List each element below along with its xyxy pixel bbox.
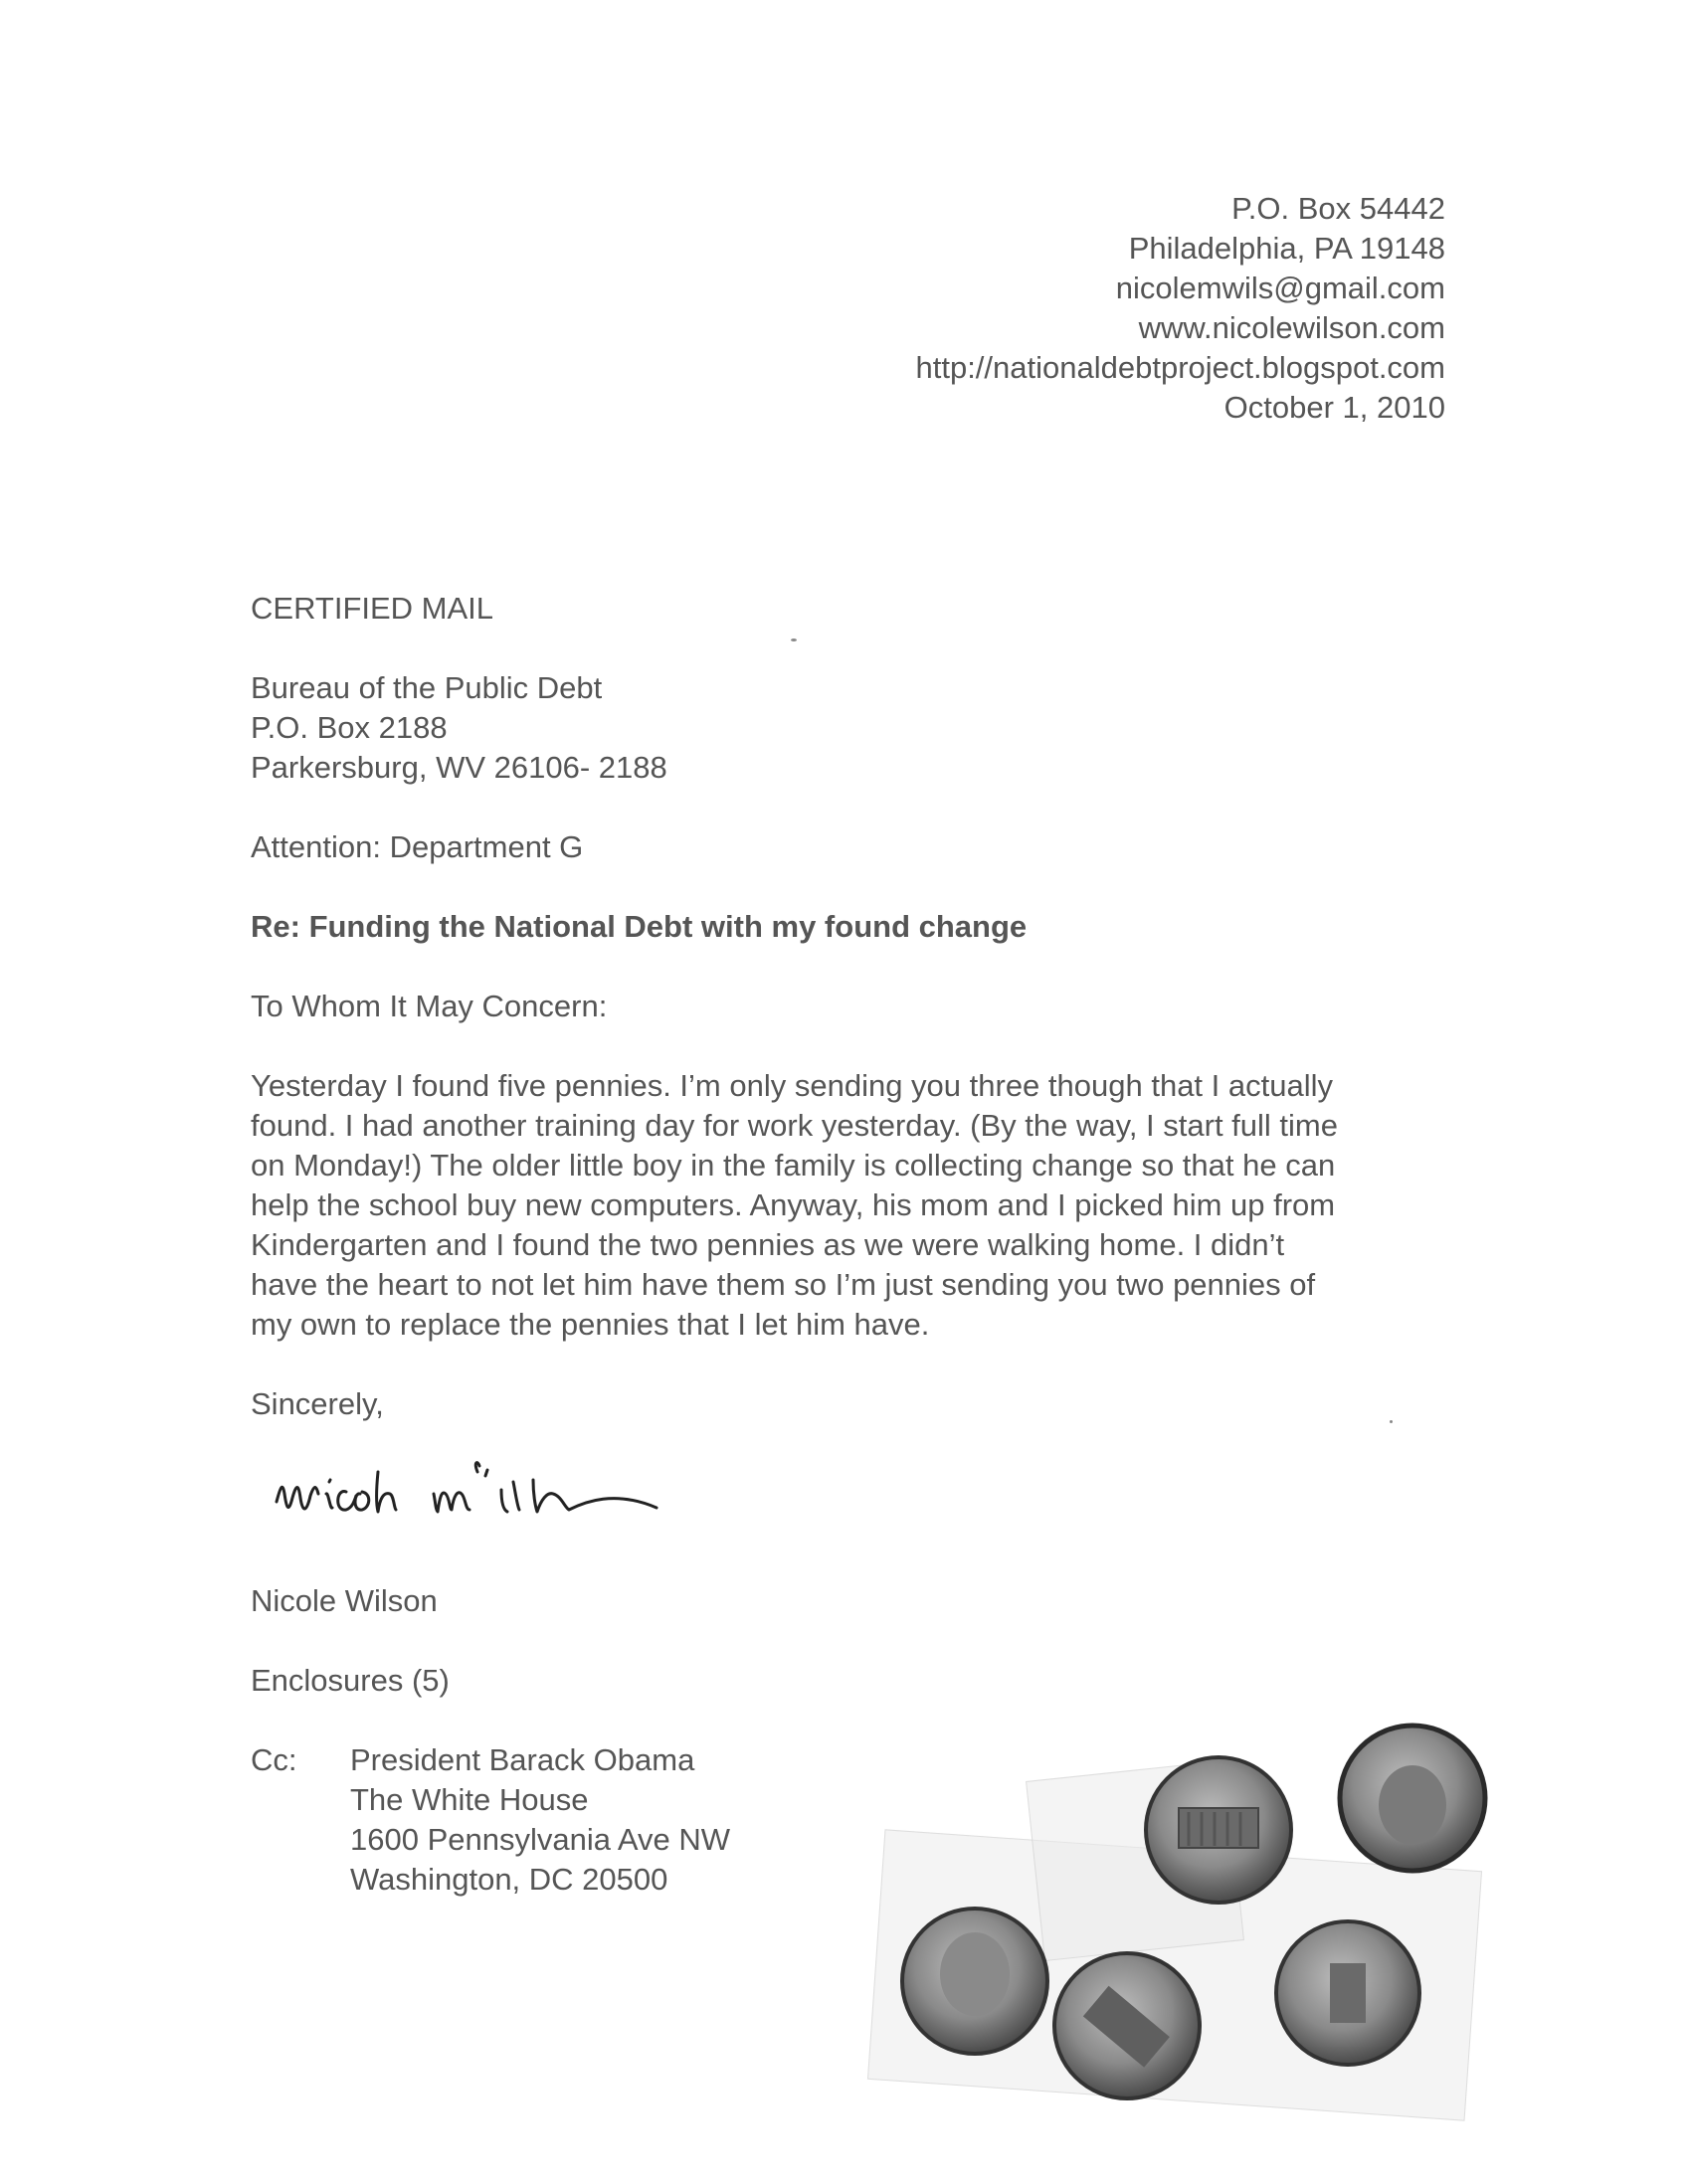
body-line: help the school buy new computers. Anyway, his mom and I picked him up from <box>251 1187 1336 1222</box>
sender-email: nicolemwils@gmail.com <box>1115 271 1445 305</box>
handwritten-signature <box>267 1432 824 1542</box>
cc-address <box>350 1740 730 1900</box>
body-line: on Monday!) The older little boy in the family is collecting change so that he can <box>251 1148 1336 1183</box>
cc-line: President Barack Obama <box>350 1742 695 1777</box>
recipient-line: Bureau of the Public Debt <box>251 670 603 705</box>
subject-line: Re: Funding the National Debt with my found change <box>251 909 1028 944</box>
penny-reverse-icon <box>1146 1757 1291 1903</box>
penny-reverse-icon <box>1276 1921 1419 2065</box>
mail-type: CERTIFIED MAIL <box>251 591 494 626</box>
attention-line: Attention: Department G <box>251 829 584 864</box>
penny-reverse-icon <box>1054 1953 1200 2098</box>
letter-body <box>251 589 1454 1424</box>
sender-address <box>915 189 1445 428</box>
closing: Sincerely, <box>251 1386 384 1421</box>
body-line: have the heart to not let him have them so I’m just sending you two pennies of <box>251 1267 1316 1302</box>
scan-speck <box>791 638 797 641</box>
body-paragraph <box>251 1066 1454 1345</box>
enclosures-note: Enclosures (5) <box>251 1663 450 1698</box>
cc-line: 1600 Pennsylvania Ave NW <box>350 1822 730 1857</box>
recipient-line: P.O. Box 2188 <box>251 710 448 745</box>
signer-name: Nicole Wilson <box>251 1583 438 1618</box>
cc-line: The White House <box>350 1782 589 1817</box>
cc-label: Cc: <box>251 1742 297 1777</box>
sender-line: Philadelphia, PA 19148 <box>1128 231 1445 266</box>
recipient-line: Parkersburg, WV 26106- 2188 <box>251 750 667 785</box>
penny-obverse-icon <box>902 1909 1047 2054</box>
coins-art <box>875 1721 1512 2178</box>
body-line: Yesterday I found five pennies. I’m only sending you three though that I actually <box>251 1068 1333 1103</box>
cc-line: Washington, DC 20500 <box>350 1862 668 1897</box>
scan-speck <box>1390 1420 1393 1423</box>
salutation: To Whom It May Concern: <box>251 989 608 1023</box>
body-line: found. I had another training day for work yesterday. (By the way, I start full time <box>251 1108 1338 1143</box>
body-line: Kindergarten and I found the two pennies as we were walking home. I didn’t <box>251 1227 1285 1262</box>
penny-obverse-icon <box>1340 1726 1485 1871</box>
letter-date: October 1, 2010 <box>1223 390 1445 425</box>
sender-website: www.nicolewilson.com <box>1138 310 1445 345</box>
sender-line: P.O. Box 54442 <box>1231 191 1445 226</box>
taped-pennies <box>875 1721 1512 2178</box>
sender-blog: http://nationaldebtproject.blogspot.com <box>915 350 1445 385</box>
recipient-address <box>251 668 1454 788</box>
body-line: my own to replace the pennies that I let him have. <box>251 1307 930 1342</box>
